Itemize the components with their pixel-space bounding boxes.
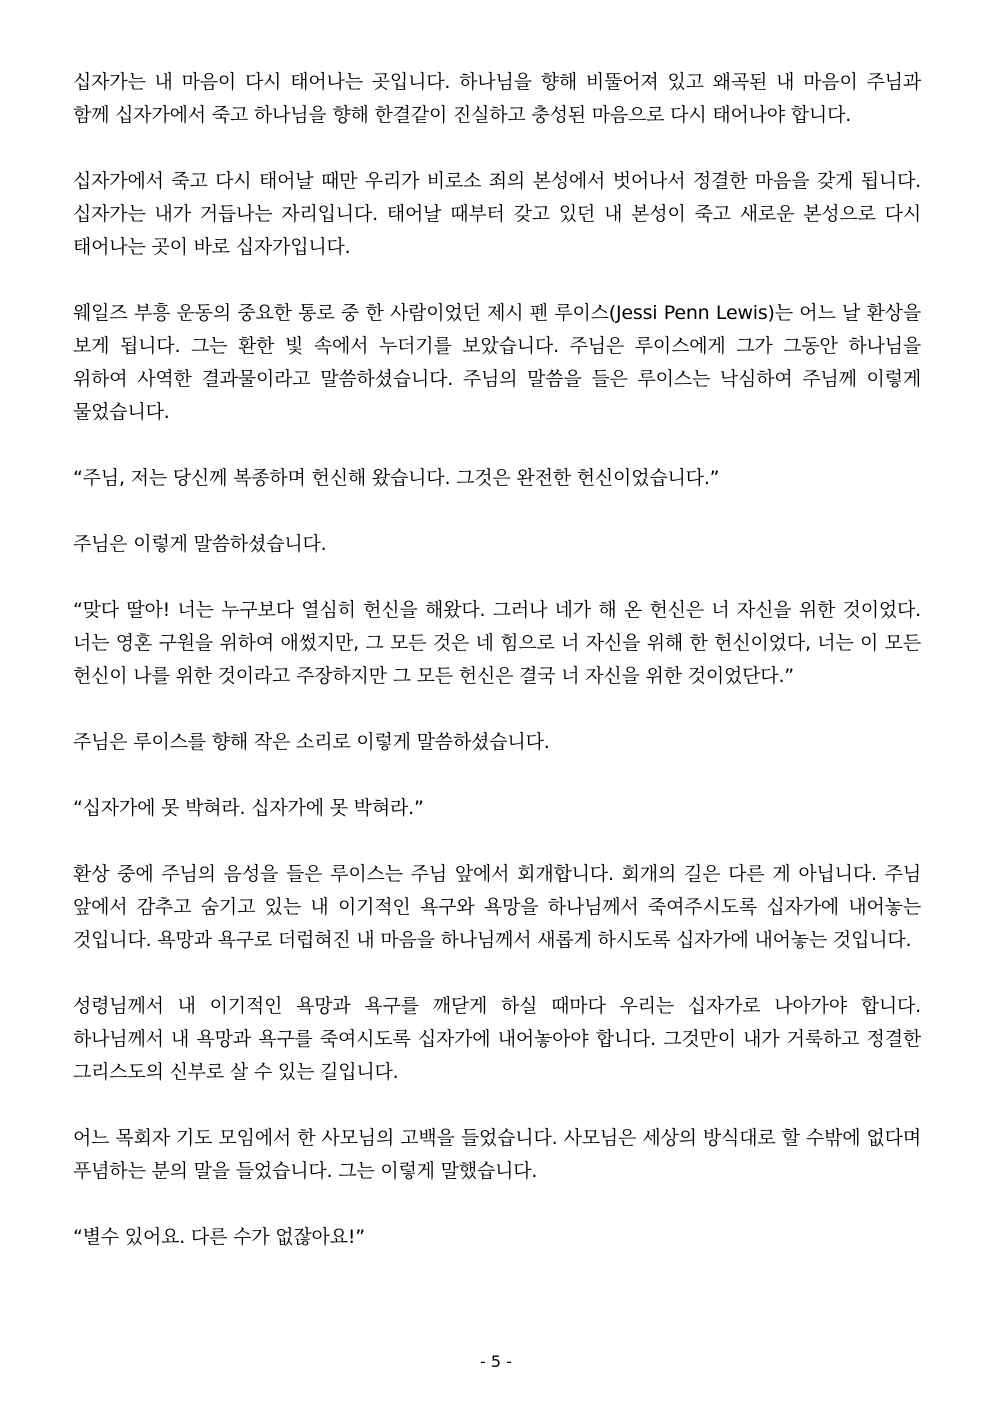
quote-paragraph-3: “십자가에 못 박혀라. 십자가에 못 박혀라.” [73, 797, 424, 819]
quote-paragraph-2: “맞다 딸아! 너는 누구보다 열심히 헌신을 해왔다. 그러나 네가 해 온 헌신은 너 자신을 위한 것이었다. 너는 영혼 구원을 위하여 애썼지만, 그 모든 것은 네 힘으로 너 자신을 위해 한 헌신이었다, 너는 이 모든 헌신이 나를 위한 것이라고 주장하지만 그 모든 헌신은 결국 너 자신을 위한 것이었단다.” [73, 599, 921, 687]
paragraph-7: 주님은 루이스를 향해 작은 소리로 이렇게 말씀하셨습니다. [73, 731, 550, 753]
quote-paragraph-4: “별수 있어요. 다른 수가 없잖아요!” [73, 1226, 365, 1248]
paragraph-5: 주님은 이렇게 말씀하셨습니다. [73, 533, 327, 555]
paragraph-10: 성령님께서 내 이기적인 욕망과 욕구를 깨닫게 하실 때마다 우리는 십자가로 나아가야 합니다. 하나님께서 내 욕망과 욕구를 죽여시도록 십자가에 내어놓아야 합니다. 그것만이 내가 거룩하고 정결한 그리스도의 신부로 살 수 있는 길입니다. [73, 995, 921, 1083]
paragraph-2: 십자가에서 죽고 다시 태어날 때만 우리가 비로소 죄의 본성에서 벗어나서 정결한 마음을 갖게 됩니다. 십자가는 내가 거듭나는 자리입니다. 태어날 때부터 갖고 있던 내 본성이 죽고 새로운 본성으로 다시 태어나는 곳이 바로 십자가입니다. [73, 170, 921, 258]
quote-paragraph-1: “주님, 저는 당신께 복종하며 헌신해 왔습니다. 그것은 완전한 헌신이었습니다.” [73, 467, 720, 489]
paragraph-3: 웨일즈 부흥 운동의 중요한 통로 중 한 사람이었던 제시 펜 루이스(Jessi Penn Lewis)는 어느 날 환상을 보게 됩니다. 그는 환한 빛 속에서 누더기를 보았습니다. 주님은 루이스에게 그가 그동안 하나님을 위하여 사역한 결과물이라고 말씀하셨습니다. 주님의 말씀을 들은 루이스는 낙심하여 주님께 이렇게 물었습니다. [73, 302, 921, 423]
paragraph-1: 십자가는 내 마음이 다시 태어나는 곳입니다. 하나님을 향해 비뚤어져 있고 왜곡된 내 마음이 주님과 함께 십자가에서 죽고 하나님을 향해 한결같이 진실하고 충성된 마음으로 다시 태어나야 합니다. [73, 71, 921, 126]
paragraph-9: 환상 중에 주님의 음성을 들은 루이스는 주님 앞에서 회개합니다. 회개의 길은 다른 게 아닙니다. 주님 앞에서 감추고 숨기고 있는 내 이기적인 욕구와 욕망을 하나님께서 죽여주시도록 십자가에 내어놓는 것입니다. 욕망과 욕구로 더럽혀진 내 마음을 하나님께서 새롭게 하시도록 십자가에 내어놓는 것입니다. [73, 863, 921, 951]
page-number: - 5 - [480, 1352, 512, 1371]
paragraph-11: 어느 목회자 기도 모임에서 한 사모님의 고백을 들었습니다. 사모님은 세상의 방식대로 할 수밖에 없다며 푸념하는 분의 말을 들었습니다. 그는 이렇게 말했습니다. [73, 1127, 921, 1182]
page-body [73, 66, 921, 1287]
